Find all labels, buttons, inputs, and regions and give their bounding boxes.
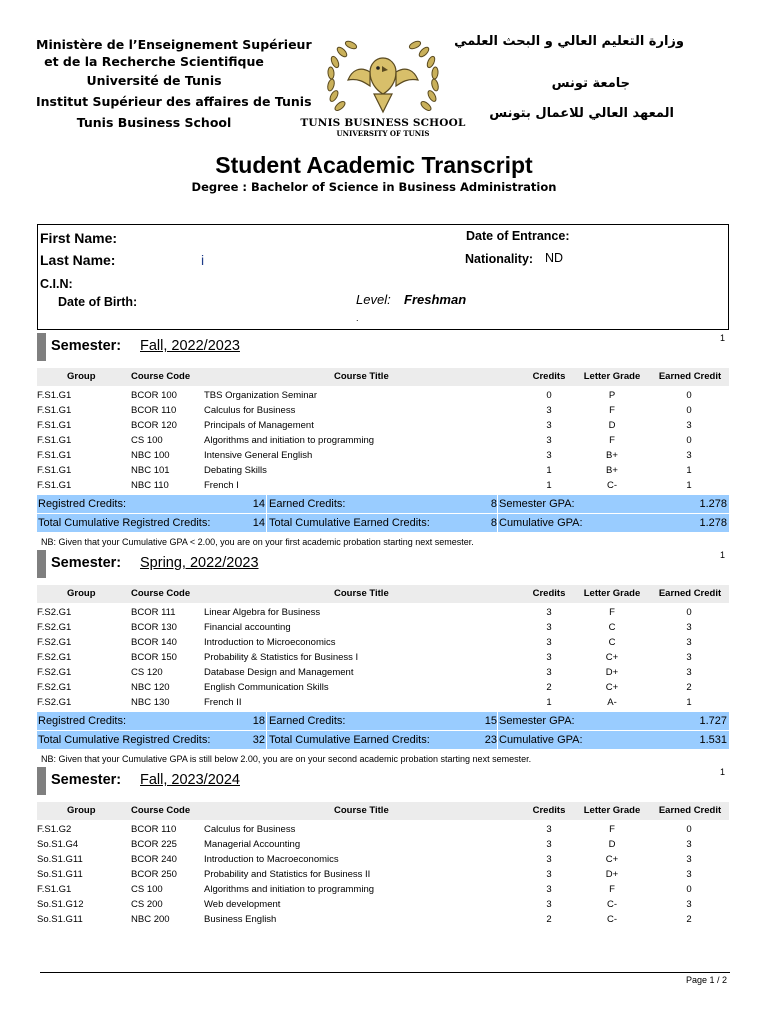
course-code: BCOR 110: [131, 824, 177, 835]
course-letter-grade: B+: [606, 450, 618, 461]
course-code: BCOR 240: [131, 854, 177, 865]
ministry-line-2: et de la Recherche Scientifique: [44, 54, 264, 69]
nationality-value: ND: [545, 251, 564, 265]
course-earned-credit: 3: [686, 420, 692, 431]
gpa-label: Cumulative GPA:: [499, 734, 583, 746]
course-earned-credit: 3: [686, 854, 692, 865]
course-credits: 3: [546, 667, 552, 678]
course-row: [37, 837, 729, 852]
course-row: [37, 433, 729, 448]
document-title: Student Academic Transcript: [215, 152, 533, 178]
course-group: F.S2.G1: [37, 682, 72, 693]
semester-label: Semester:: [51, 772, 122, 788]
course-credits: 3: [546, 884, 552, 895]
semester-name: Fall, 2023/2024: [140, 772, 240, 788]
course-credits: 3: [546, 607, 552, 618]
course-group: So.S1.G11: [37, 854, 83, 865]
course-credits: 3: [546, 839, 552, 850]
course-credits: 3: [546, 899, 552, 910]
course-earned-credit: 1: [686, 480, 692, 491]
university-name: Université de Tunis: [86, 73, 222, 88]
earned-credits-value: 23: [484, 734, 497, 746]
degree-line: Degree : Bachelor of Science in Business Administration: [191, 180, 557, 194]
course-credits: 3: [546, 450, 552, 461]
course-earned-credit: 1: [686, 465, 692, 476]
column-credits: Credits: [532, 805, 566, 816]
summary-divider: [497, 712, 498, 730]
course-row: [37, 665, 729, 680]
course-letter-grade: D: [608, 420, 616, 431]
column-course-title: Course Title: [334, 588, 389, 599]
course-code: BCOR 110: [131, 405, 177, 416]
course-earned-credit: 3: [686, 869, 692, 880]
course-title: TBS Organization Seminar: [204, 390, 317, 401]
semester-page-number: 1: [720, 767, 726, 777]
course-row: [37, 695, 729, 710]
course-code: NBC 100: [131, 450, 170, 461]
cumulative-summary: [37, 514, 729, 532]
probation-note: NB: Given that your Cumulative GPA < 2.00, you are on your first academic probation starting next semester.: [41, 537, 474, 547]
course-code: BCOR 225: [131, 839, 177, 850]
course-title: French I: [204, 480, 239, 491]
course-credits: 3: [546, 435, 552, 446]
course-letter-grade: F: [609, 824, 615, 835]
course-title: Algorithms and initiation to programming: [204, 884, 375, 895]
course-earned-credit: 2: [686, 914, 692, 925]
column-earned-credit: Earned Credit: [658, 371, 722, 382]
course-title: Database Design and Management: [204, 667, 354, 678]
course-title: Probability & Statistics for Business I: [204, 652, 359, 663]
course-title: Calculus for Business: [204, 824, 296, 835]
institute-name: Institut Supérieur des affaires de Tunis: [36, 94, 312, 109]
level-label: Level:: [356, 292, 391, 307]
column-earned-credit: Earned Credit: [658, 805, 722, 816]
column-course-title: Course Title: [334, 371, 389, 382]
cumulative-summary: [37, 731, 729, 749]
semester-marker: [37, 767, 46, 795]
course-code: CS 200: [131, 899, 163, 910]
course-row: [37, 650, 729, 665]
course-letter-grade: B+: [606, 465, 618, 476]
course-code: BCOR 130: [131, 622, 177, 633]
course-group: F.S1.G1: [37, 450, 72, 461]
column-course-title: Course Title: [334, 805, 389, 816]
course-letter-grade: D: [608, 839, 616, 850]
course-group: F.S1.G1: [37, 420, 72, 431]
column-letter-grade: Letter Grade: [583, 588, 641, 599]
course-row: [37, 897, 729, 912]
course-letter-grade: C+: [605, 854, 619, 865]
course-row: [37, 680, 729, 695]
course-group: So.S1.G11: [37, 914, 83, 925]
course-earned-credit: 0: [686, 607, 692, 618]
earned-credits-label: Total Cumulative Earned Credits:: [269, 517, 430, 529]
earned-credits-value: 8: [490, 498, 497, 510]
course-credits: 1: [546, 697, 552, 708]
summary-divider: [266, 495, 267, 513]
summary-divider: [497, 731, 498, 749]
ministry-line-1: Ministère de l’Enseignement Supérieur: [36, 37, 312, 52]
level-value: Freshman: [404, 292, 467, 307]
gpa-value: 1.278: [699, 498, 727, 510]
column-earned-credit: Earned Credit: [658, 588, 722, 599]
course-code: NBC 130: [131, 697, 170, 708]
course-letter-grade: C+: [605, 682, 619, 693]
course-letter-grade: C-: [606, 914, 618, 925]
course-credits: 3: [546, 869, 552, 880]
course-table-header: [37, 585, 729, 603]
course-earned-credit: 0: [686, 390, 692, 401]
course-earned-credit: 1: [686, 697, 692, 708]
course-earned-credit: 3: [686, 839, 692, 850]
course-credits: 0: [546, 390, 552, 401]
school-name: Tunis Business School: [76, 115, 232, 130]
course-code: CS 100: [131, 884, 163, 895]
registred-credits-value: 14: [252, 517, 265, 529]
course-group: F.S1.G1: [37, 405, 72, 416]
course-credits: 3: [546, 405, 552, 416]
course-code: BCOR 250: [131, 869, 177, 880]
course-code: NBC 101: [131, 465, 170, 476]
column-group: Group: [67, 805, 96, 816]
student-info-box: [37, 224, 729, 330]
course-title: French II: [204, 697, 242, 708]
column-course-code: Course Code: [131, 588, 191, 599]
institution-header-french: [36, 36, 312, 133]
column-letter-grade: Letter Grade: [583, 805, 641, 816]
course-row: [37, 388, 729, 403]
semester-label: Semester:: [51, 555, 122, 571]
semester-name: Spring, 2022/2023: [140, 555, 259, 571]
course-earned-credit: 3: [686, 667, 692, 678]
course-row: [37, 478, 729, 493]
institute-arabic: المعهد العالي للاعمال بتونس: [489, 106, 674, 121]
info-dot: .: [356, 313, 359, 323]
course-earned-credit: 3: [686, 622, 692, 633]
course-row: [37, 605, 729, 620]
course-title: Algorithms and initiation to programming: [204, 435, 375, 446]
course-letter-grade: F: [609, 884, 615, 895]
course-credits: 2: [546, 914, 552, 925]
course-earned-credit: 3: [686, 450, 692, 461]
registred-credits-label: Registred Credits:: [38, 498, 127, 510]
course-title: English Communication Skills: [204, 682, 329, 693]
course-credits: 3: [546, 854, 552, 865]
course-earned-credit: 0: [686, 824, 692, 835]
course-code: CS 100: [131, 435, 163, 446]
course-code: NBC 200: [131, 914, 170, 925]
course-credits: 3: [546, 824, 552, 835]
course-row: [37, 852, 729, 867]
registred-credits-label: Total Cumulative Registred Credits:: [38, 517, 211, 529]
course-code: BCOR 140: [131, 637, 177, 648]
ministry-arabic: وزارة التعليم العالي و البحث العلمي: [454, 34, 684, 49]
course-title: Intensive General English: [204, 450, 313, 461]
course-code: BCOR 150: [131, 652, 177, 663]
gpa-label: Cumulative GPA:: [499, 517, 583, 529]
gpa-label: Semester GPA:: [499, 498, 575, 510]
course-row: [37, 912, 729, 927]
summary-divider: [497, 495, 498, 513]
university-arabic: جامعة تونس: [551, 76, 630, 91]
earned-credits-label: Earned Credits:: [269, 498, 346, 510]
gpa-value: 1.727: [699, 715, 727, 727]
last-name-value: i: [201, 252, 205, 268]
column-course-code: Course Code: [131, 371, 191, 382]
course-title: Principals of Management: [204, 420, 314, 431]
course-group: F.S2.G1: [37, 637, 72, 648]
course-letter-grade: A-: [607, 697, 617, 708]
semester-page-number: 1: [720, 550, 726, 560]
gpa-label: Semester GPA:: [499, 715, 575, 727]
course-credits: 3: [546, 420, 552, 431]
logo-school-name: TUNIS BUSINESS SCHOOL: [300, 117, 466, 129]
registred-credits-value: 18: [252, 715, 265, 727]
page-number-footer: Page 1 / 2: [686, 975, 728, 985]
probation-note: NB: Given that your Cumulative GPA is still below 2.00, you are on your second academic probation starting next semester.: [41, 754, 532, 764]
course-code: NBC 110: [131, 480, 169, 491]
course-group: F.S1.G1: [37, 480, 72, 491]
semester-label: Semester:: [51, 338, 122, 354]
course-row: [37, 403, 729, 418]
first-name-label: First Name:: [40, 230, 118, 246]
earned-credits-value: 8: [490, 517, 497, 529]
registred-credits-label: Registred Credits:: [38, 715, 127, 727]
course-row: [37, 620, 729, 635]
footer-divider: [40, 972, 730, 973]
course-title: Introduction to Macroeconomics: [204, 854, 339, 865]
course-title: Debating Skills: [204, 465, 267, 476]
nationality-label: Nationality:: [465, 252, 534, 266]
course-earned-credit: 3: [686, 652, 692, 663]
course-credits: 1: [546, 465, 552, 476]
semester-page-number: 1: [720, 333, 726, 343]
course-earned-credit: 3: [686, 899, 692, 910]
course-code: BCOR 111: [131, 607, 176, 618]
gpa-value: 1.531: [699, 734, 727, 746]
course-group: F.S2.G1: [37, 697, 72, 708]
semester-marker: [37, 550, 46, 578]
course-letter-grade: C: [608, 622, 616, 633]
course-table-header: [37, 368, 729, 386]
column-credits: Credits: [532, 371, 566, 382]
registred-credits-label: Total Cumulative Registred Credits:: [38, 734, 211, 746]
column-group: Group: [67, 588, 96, 599]
earned-credits-value: 15: [484, 715, 497, 727]
course-row: [37, 463, 729, 478]
logo-university-name: UNIVERSITY OF TUNIS: [336, 129, 430, 138]
date-of-entrance-label: Date of Entrance:: [466, 229, 570, 243]
course-group: F.S1.G2: [37, 824, 72, 835]
course-group: F.S2.G1: [37, 652, 72, 663]
course-credits: 3: [546, 637, 552, 648]
course-letter-grade: F: [609, 405, 615, 416]
course-group: F.S2.G1: [37, 622, 72, 633]
registred-credits-value: 14: [252, 498, 265, 510]
course-table-header: [37, 802, 729, 820]
course-row: [37, 635, 729, 650]
course-letter-grade: F: [609, 607, 615, 618]
course-group: F.S2.G1: [37, 607, 72, 618]
course-group: F.S1.G1: [37, 465, 72, 476]
course-row: [37, 448, 729, 463]
summary-divider: [266, 731, 267, 749]
gpa-value: 1.278: [699, 517, 727, 529]
course-group: So.S1.G12: [37, 899, 84, 910]
course-letter-grade: C-: [606, 480, 618, 491]
course-credits: 2: [546, 682, 552, 693]
course-credits: 3: [546, 652, 552, 663]
course-letter-grade: C+: [605, 652, 619, 663]
course-code: BCOR 100: [131, 390, 177, 401]
course-group: So.S1.G4: [37, 839, 79, 850]
course-row: [37, 882, 729, 897]
course-credits: 1: [546, 480, 552, 491]
course-group: F.S1.G1: [37, 435, 72, 446]
course-group: F.S1.G1: [37, 884, 72, 895]
course-earned-credit: 0: [686, 435, 692, 446]
course-letter-grade: P: [608, 390, 616, 401]
course-row: [37, 418, 729, 433]
course-title: Probability and Statistics for Business II: [204, 869, 371, 880]
summary-divider: [497, 514, 498, 532]
course-group: So.S1.G11: [37, 869, 83, 880]
course-earned-credit: 0: [686, 884, 692, 895]
course-title: Calculus for Business: [204, 405, 296, 416]
course-code: NBC 120: [131, 682, 170, 693]
semester-marker: [37, 333, 46, 361]
course-letter-grade: D+: [605, 869, 619, 880]
summary-divider: [266, 514, 267, 532]
column-group: Group: [67, 371, 96, 382]
course-code: CS 120: [131, 667, 163, 678]
course-title: Business English: [204, 914, 277, 925]
semester-summary: [37, 495, 729, 513]
semester-summary: [37, 712, 729, 730]
course-letter-grade: C: [608, 637, 616, 648]
course-title: Financial accounting: [204, 622, 291, 633]
course-title: Introduction to Microeconomics: [204, 637, 336, 648]
last-name-label: Last Name:: [40, 252, 116, 268]
column-credits: Credits: [532, 588, 566, 599]
registred-credits-value: 32: [252, 734, 265, 746]
course-code: BCOR 120: [131, 420, 177, 431]
column-course-code: Course Code: [131, 805, 191, 816]
earned-credits-label: Total Cumulative Earned Credits:: [269, 734, 430, 746]
course-title: Linear Algebra for Business: [204, 607, 321, 618]
course-earned-credit: 0: [686, 405, 692, 416]
semester-name: Fall, 2022/2023: [140, 338, 240, 354]
course-group: F.S2.G1: [37, 667, 72, 678]
course-row: [37, 822, 729, 837]
cin-label: C.I.N:: [40, 277, 73, 291]
course-credits: 3: [546, 622, 552, 633]
course-group: F.S1.G1: [37, 390, 72, 401]
earned-credits-label: Earned Credits:: [269, 715, 346, 727]
summary-divider: [266, 712, 267, 730]
course-title: Managerial Accounting: [204, 839, 301, 850]
course-letter-grade: D+: [605, 667, 619, 678]
column-letter-grade: Letter Grade: [583, 371, 641, 382]
course-row: [37, 867, 729, 882]
course-title: Web development: [204, 899, 281, 910]
course-earned-credit: 3: [686, 637, 692, 648]
course-letter-grade: F: [609, 435, 615, 446]
course-earned-credit: 2: [686, 682, 692, 693]
date-of-birth-label: Date of Birth:: [58, 295, 138, 309]
course-letter-grade: C-: [606, 899, 618, 910]
